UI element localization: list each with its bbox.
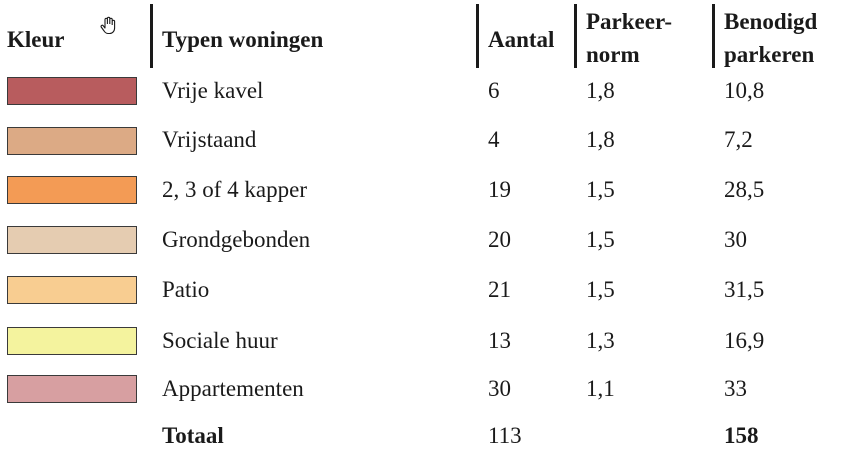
type-cell: Appartementen <box>162 376 304 401</box>
total-benodigd: 158 <box>724 423 759 448</box>
header-parkeernorm-line2: norm <box>586 42 640 67</box>
norm-cell: 1,3 <box>586 328 615 353</box>
color-swatch <box>7 276 137 304</box>
header-kleur: Kleur <box>7 27 65 52</box>
aantal-cell: 30 <box>488 376 511 401</box>
norm-cell: 1,5 <box>586 277 615 302</box>
color-swatch <box>7 375 137 403</box>
type-cell: Patio <box>162 277 210 302</box>
norm-cell: 1,8 <box>586 127 615 152</box>
aantal-cell: 6 <box>488 78 500 103</box>
column-divider-2 <box>476 4 479 68</box>
color-swatch <box>7 226 137 254</box>
type-cell: 2, 3 of 4 kapper <box>162 177 307 202</box>
type-cell: Grondgebonden <box>162 227 311 252</box>
type-cell: Sociale huur <box>162 328 278 353</box>
type-cell: Vrijstaand <box>162 127 257 152</box>
type-cell: Vrije kavel <box>162 78 264 103</box>
header-aantal: Aantal <box>488 27 555 52</box>
column-divider-3 <box>574 4 577 68</box>
aantal-cell: 20 <box>488 227 511 252</box>
aantal-cell: 13 <box>488 328 511 353</box>
norm-cell: 1,1 <box>586 376 615 401</box>
column-divider-1 <box>150 4 153 68</box>
aantal-cell: 4 <box>488 127 500 152</box>
norm-cell: 1,5 <box>586 177 615 202</box>
benodigd-cell: 31,5 <box>724 277 765 302</box>
column-divider-4 <box>712 4 715 68</box>
color-swatch <box>7 127 137 155</box>
norm-cell: 1,5 <box>586 227 615 252</box>
total-aantal: 113 <box>488 423 522 448</box>
benodigd-cell: 33 <box>724 376 747 401</box>
header-typen-woningen: Typen woningen <box>162 27 324 52</box>
aantal-cell: 19 <box>488 177 511 202</box>
header-benodigd-line1: Benodigd <box>724 9 818 34</box>
color-swatch <box>7 176 137 204</box>
color-swatch <box>7 77 137 105</box>
benodigd-cell: 30 <box>724 227 747 252</box>
benodigd-cell: 16,9 <box>724 328 765 353</box>
total-label: Totaal <box>162 423 224 448</box>
hand-pointer-icon <box>98 16 118 36</box>
aantal-cell: 21 <box>488 277 511 302</box>
benodigd-cell: 10,8 <box>724 78 765 103</box>
header-benodigd-line2: parkeren <box>724 42 815 67</box>
benodigd-cell: 28,5 <box>724 177 765 202</box>
norm-cell: 1,8 <box>586 78 615 103</box>
color-swatch <box>7 327 137 355</box>
header-parkeernorm-line1: Parkeer- <box>586 9 672 34</box>
benodigd-cell: 7,2 <box>724 127 753 152</box>
